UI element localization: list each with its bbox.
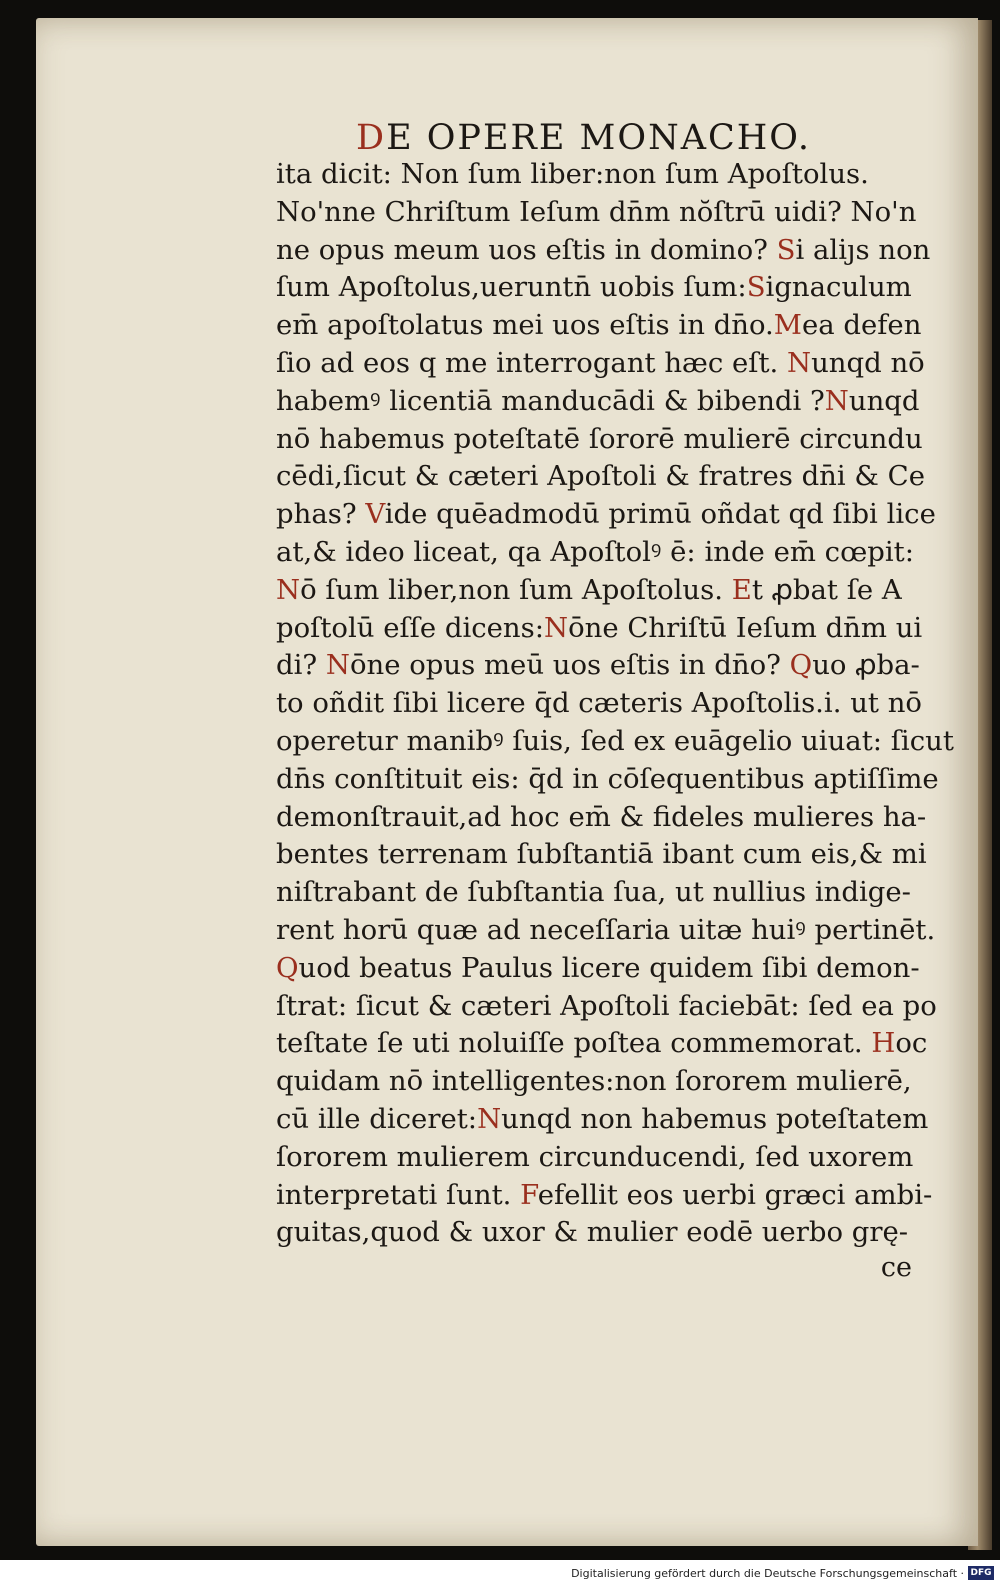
text-line <box>276 988 936 1026</box>
text-segment: ſum Apoſtolus,ueruntn̄ uobis ſum: <box>276 271 747 304</box>
text-segment: efellit eos uerbi græci ambi- <box>537 1178 933 1211</box>
text-line <box>276 1177 936 1215</box>
text-line <box>276 421 936 459</box>
catchword: ce <box>880 1252 912 1284</box>
text-line <box>276 874 936 912</box>
rubricated-initial: E <box>731 573 752 606</box>
text-segment: at,& ideo liceat, qa Apoſtolꝰ ē: inde em̄ cœpit: <box>276 535 914 568</box>
text-segment: phas? <box>276 498 366 531</box>
book-page <box>36 18 978 1546</box>
text-line <box>276 572 936 610</box>
text-line <box>276 1214 936 1252</box>
text-line <box>276 1139 936 1177</box>
text-segment: operetur manibꝰ ſuis, ſed ex euāgelio uiuat: ſicut <box>276 724 954 757</box>
text-line <box>276 194 936 232</box>
text-segment: No'nne Chriſtum Ieſum dn̄m nŏſtrū uidi? No'n <box>276 195 917 228</box>
text-line <box>276 912 936 950</box>
text-line <box>276 1101 936 1139</box>
dfg-logo-icon: DFG <box>968 1566 994 1580</box>
text-segment: cēdi,ſicut & cæteri Apoſtoli & fratres dn̄i & Ce <box>276 460 925 493</box>
text-line <box>276 458 936 496</box>
text-segment: ita dicit: Non ſum liber:non ſum Apoſtolus. <box>276 158 869 190</box>
text-segment: ide quēadmodū primū oñdat qd ſibi lice <box>384 498 936 531</box>
text-segment: uo ꝓba- <box>812 649 920 682</box>
text-segment: guitas,quod & uxor & mulier eodē uerbo grę- <box>276 1216 909 1249</box>
text-line <box>276 1025 936 1063</box>
text-line <box>276 799 936 837</box>
rubricated-initial: N <box>276 573 301 606</box>
text-line <box>276 156 936 194</box>
text-segment: cū ille diceret: <box>276 1102 478 1135</box>
text-block <box>276 156 954 1252</box>
rubricated-initial: M <box>773 309 802 342</box>
text-segment: di? <box>276 649 326 682</box>
running-head-initial: D <box>356 118 387 158</box>
text-segment: nō habemus poteſtatē ſororē mulierē circundu <box>276 422 923 455</box>
text-segment: habemꝰ licentiā manducādi & bibendi ? <box>276 384 825 417</box>
text-line <box>276 685 936 723</box>
text-line <box>276 950 936 988</box>
digitization-footer <box>0 1560 1000 1587</box>
text-line <box>276 647 936 685</box>
text-segment: oc <box>895 1027 928 1060</box>
text-line <box>276 345 936 383</box>
text-segment: bentes terrenam ſubſtantiā ibant cum eis,& mi <box>276 838 927 871</box>
text-segment: ōne Chriſtū Ieſum dn̄m ui <box>568 611 923 644</box>
rubricated-initial: N <box>544 611 569 644</box>
page-text-area <box>246 118 954 1284</box>
text-line <box>276 1063 936 1101</box>
text-line <box>276 307 936 345</box>
text-segment: em̄ apoſtolatus mei uos eſtis in dn̄o. <box>276 309 774 342</box>
text-line <box>276 534 936 572</box>
text-line <box>276 610 936 648</box>
text-line <box>276 496 936 534</box>
running-head <box>356 118 936 158</box>
text-segment: ſio ad eos q me interrogant hæc eſt. <box>276 346 788 379</box>
rubricated-initial: S <box>776 233 796 266</box>
rubricated-initial: Q <box>276 951 299 984</box>
text-segment: dn̄s conſtituit eis: q̄d in cōſequentibus aptiſſime <box>276 762 939 795</box>
rubricated-initial: N <box>477 1102 502 1135</box>
text-segment: unqd nō <box>811 346 925 379</box>
text-segment: uod beatus Paulus licere quidem ſibi demon- <box>298 951 920 984</box>
text-segment: ignaculum <box>765 271 912 304</box>
text-segment: niſtrabant de ſubſtantia ſua, ut nullius indige- <box>276 876 911 909</box>
text-segment: rent horū quæ ad neceſſaria uitæ huiꝰ pertinēt. <box>276 913 936 946</box>
rubricated-initial: H <box>871 1027 896 1060</box>
rubricated-initial: V <box>365 498 385 531</box>
text-segment: t ꝓbat ſe A <box>751 573 902 606</box>
text-segment: to oñdit ſibi licere q̄d cæteris Apoſtolis.i. ut nō <box>276 687 922 720</box>
text-line <box>276 383 936 421</box>
text-segment: unqd <box>848 384 920 417</box>
text-segment: unqd non habemus poteſtatem <box>501 1102 929 1135</box>
text-segment: demonſtrauit,ad hoc em̄ & fideles mulieres ha- <box>276 800 927 833</box>
text-line <box>276 723 954 761</box>
text-segment: teſtate ſe uti noluiſſe poſtea commemorat. <box>276 1027 872 1060</box>
text-segment: ō ſum liber,non ſum Apoſtolus. <box>300 573 732 606</box>
text-segment: poſtolū eſſe dicens: <box>276 611 545 644</box>
text-line <box>276 836 936 874</box>
text-segment: ne opus meum uos eſtis in domino? <box>276 233 777 266</box>
rubricated-initial: F <box>520 1178 538 1211</box>
rubricated-initial: N <box>325 649 350 682</box>
rubricated-initial: Q <box>789 649 813 682</box>
rubricated-initial: N <box>824 384 849 417</box>
text-segment: ea defen <box>801 309 922 342</box>
rubricated-initial: S <box>746 271 766 304</box>
text-line <box>276 232 936 270</box>
text-segment: ſtrat: ſicut & cæteri Apoſtoli faciebāt: ſed ea po <box>276 989 937 1022</box>
text-line <box>276 269 936 307</box>
dfg-credit: Digitalisierung gefördert durch die Deutsche Forschungsgemeinschaft · <box>571 1567 964 1580</box>
text-segment: interpretati ſunt. <box>276 1178 521 1211</box>
text-segment: i aliȷs non <box>795 233 931 266</box>
text-segment: quidam nō intelligentes:non ſororem mulierē, <box>276 1065 912 1098</box>
text-line <box>276 761 939 799</box>
text-segment: ſororem mulierem circunducendi, ſed uxorem <box>276 1140 914 1173</box>
running-head-rest: E OPERE MONACHO. <box>386 118 812 158</box>
text-segment: ōne opus meū uos eſtis in dn̄o? <box>349 649 790 682</box>
rubricated-initial: N <box>787 346 812 379</box>
